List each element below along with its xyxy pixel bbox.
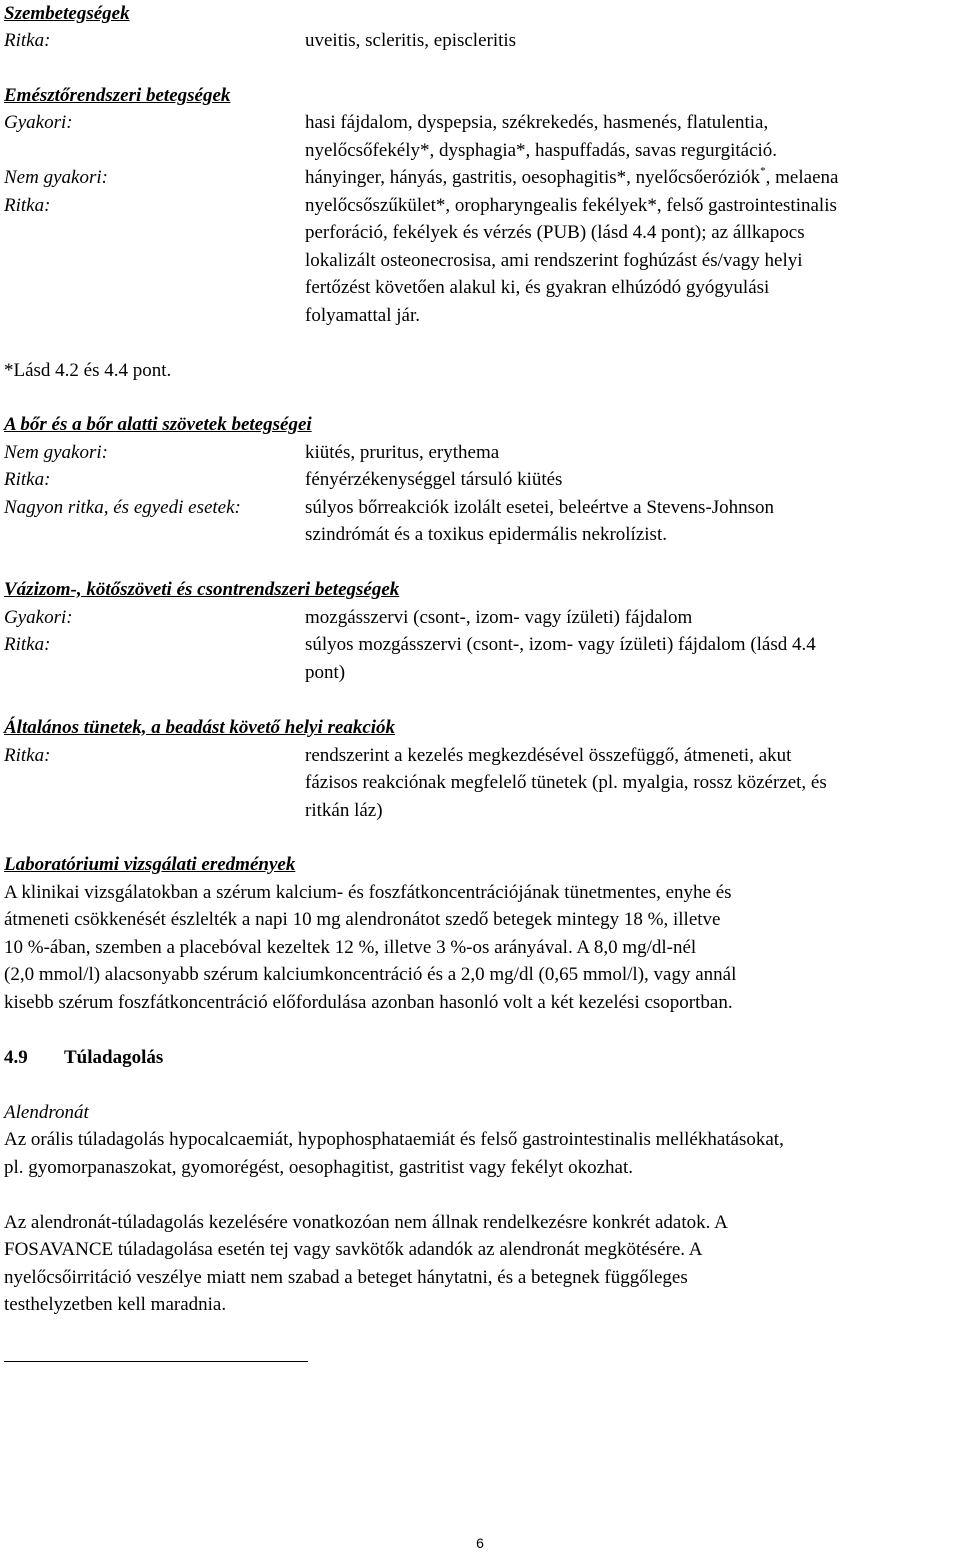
adverse-effects-text: súlyos bőrreakciók izolált esetei, beleértve a Stevens-Johnson xyxy=(305,497,775,518)
frequency-label-common: Gyakori: xyxy=(4,112,73,133)
adverse-effects-text: ritkán láz) xyxy=(305,800,383,821)
section-heading-musculoskeletal: Vázizom-, kötőszöveti és csontrendszeri betegségek xyxy=(4,579,400,600)
paragraph-line: Az alendronát-túladagolás kezelésére vonatkozóan nem állnak rendelkezésre konkrét adatok. A xyxy=(4,1212,728,1233)
lab-text-line: A klinikai vizsgálatokban a szérum kalcium- és foszfátkoncentrációjának tünetmentes, enyhe és xyxy=(4,882,732,903)
page-number: 6 xyxy=(476,1535,484,1551)
lab-text-line: 10 %-ában, szemben a placebóval kezeltek 12 %, illetve 3 %-os arányával. A 8,0 mg/dl-nél xyxy=(4,937,697,958)
gi-text-line: fertőzést követően alakul ki, és gyakran elhúzódó gyógyulási xyxy=(305,277,770,298)
adverse-effects-text: mozgásszervi (csont-, izom- vagy ízületi) fájdalom xyxy=(305,607,693,628)
adverse-effects-text: uveitis, scleritis, episcleritis xyxy=(305,30,517,51)
gi-text-line: hasi fájdalom, dyspepsia, székrekedés, hasmenés, flatulentia, xyxy=(305,112,769,133)
frequency-label-rare: Ritka: xyxy=(4,30,51,51)
subheading: Alendronát xyxy=(4,1102,89,1123)
section-heading-skin: A bőr és a bőr alatti szövetek betegségei xyxy=(4,414,312,435)
frequency-label-rare: Ritka: xyxy=(4,469,51,490)
footnote-separator xyxy=(4,1361,308,1362)
gi-text-line xyxy=(305,164,838,191)
frequency-label-uncommon: Nem gyakori: xyxy=(4,442,108,463)
gi-text-line: folyamattal jár. xyxy=(305,305,421,326)
section-heading-general: Általános tünetek, a beadást követő helyi reakciók xyxy=(4,717,396,738)
paragraph-line: FOSAVANCE túladagolása esetén tej vagy savkötők adandók az alendronát megkötésére. A xyxy=(4,1239,703,1260)
frequency-label-rare: Ritka: xyxy=(4,745,51,766)
adverse-effects-text: kiütés, pruritus, erythema xyxy=(305,442,500,463)
frequency-label-uncommon: Nem gyakori: xyxy=(4,167,108,188)
gi-text-line: nyelőcsőfekély*, dysphagia*, haspuffadás, savas regurgitáció. xyxy=(305,140,778,161)
adverse-effects-text: szindrómát és a toxikus epidermális nekrolízist. xyxy=(305,524,667,545)
gi-text-line: lokalizált osteonecrosisa, ami rendszerint foghúzást és/vagy helyi xyxy=(305,250,803,271)
gi-text-segment: , melaena xyxy=(765,167,839,188)
section-heading-eye: Szembetegségek xyxy=(4,3,130,24)
frequency-label-common: Gyakori: xyxy=(4,607,73,628)
lab-text-line: kisebb szérum foszfátkoncentráció előfordulása azonban hasonló volt a két kezelési csoportban. xyxy=(4,992,733,1013)
section-number: 4.9 xyxy=(4,1047,28,1068)
lab-text-line: átmeneti csökkenését észlelték a napi 10 mg alendronátot szedő betegek mintegy 18 %, illetve xyxy=(4,909,721,930)
footnote-marker: * xyxy=(760,164,766,177)
adverse-effects-text: fényérzékenységgel társuló kiütés xyxy=(305,469,563,490)
paragraph-line: pl. gyomorpanaszokat, gyomorégést, oesophagitist, gastritist vagy fekélyt okozhat. xyxy=(4,1157,633,1178)
adverse-effects-text: rendszerint a kezelés megkezdésével összefüggő, átmeneti, akut xyxy=(305,745,792,766)
paragraph-line: Az orális túladagolás hypocalcaemiát, hypophosphataemiát és felső gastrointestinalis mellékhatásokat, xyxy=(4,1129,784,1150)
gi-text-line: perforáció, fekélyek és vérzés (PUB) (lásd 4.4 pont); az állkapocs xyxy=(305,222,805,243)
frequency-label-very-rare: Nagyon ritka, és egyedi esetek: xyxy=(4,497,241,518)
lab-text-line: (2,0 mmol/l) alacsonyabb szérum kalciumkoncentráció és a 2,0 mg/dl (0,65 mmol/l), vagy annál xyxy=(4,964,737,985)
adverse-effects-text: pont) xyxy=(305,662,346,683)
gi-text-line: nyelőcsőszűkület*, oropharyngealis fekélyek*, felső gastrointestinalis xyxy=(305,195,837,216)
frequency-label-rare: Ritka: xyxy=(4,634,51,655)
paragraph-line: testhelyzetben kell maradnia. xyxy=(4,1294,227,1315)
footnote: *Lásd 4.2 és 4.4 pont. xyxy=(4,360,172,381)
adverse-effects-text: fázisos reakciónak megfelelő tünetek (pl. myalgia, rossz közérzet, és xyxy=(305,772,827,793)
section-heading-lab: Laboratóriumi vizsgálati eredmények xyxy=(4,854,296,875)
section-title: Túladagolás xyxy=(64,1047,164,1068)
frequency-label-rare: Ritka: xyxy=(4,195,51,216)
paragraph-line: nyelőcsőirritáció veszélye miatt nem szabad a beteget hánytatni, és a betegnek függőleges xyxy=(4,1267,688,1288)
gi-text-segment: hányinger, hányás, gastritis, oesophagitis*, nyelőcsőeróziók xyxy=(305,167,761,188)
section-heading-gi: Emésztőrendszeri betegségek xyxy=(4,85,231,106)
adverse-effects-text: súlyos mozgásszervi (csont-, izom- vagy ízületi) fájdalom (lásd 4.4 xyxy=(305,634,816,655)
